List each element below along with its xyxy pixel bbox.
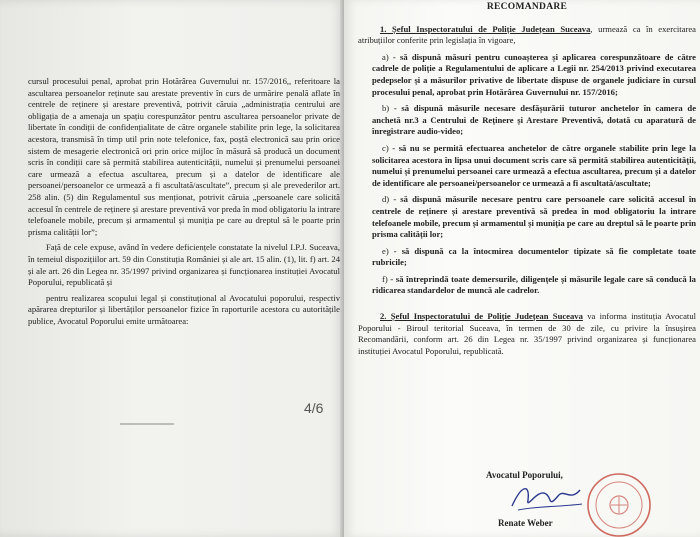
subitem-d-text: - să dispună măsurile necesare pentru care persoanele care solicită accesul în centrele de reținere și arestare preventivă să predea în mod obligatoriu la intrare telefoanele mobile, precum și armamentul și muniția pe care au dreptul să le poarte prin prisma calității lor; [372, 194, 697, 240]
item-1-text: , urmează ca în exercitarea atribuțiilor conferite prin legislația în vigoare, [358, 23, 696, 46]
signatory-title: Avocatul Poporului, [486, 470, 563, 480]
recommendation-text [358, 0, 697, 528]
subitem-d-label: d) [382, 194, 390, 205]
subitem-a [358, 52, 696, 98]
right-page [344, 0, 700, 537]
official-stamp [584, 470, 654, 537]
left-paragraph-1: cursul procesului penal, aprobat prin Hotărârea Guvernului nr. 157/2016,, referitoare la ascultarea persoanelor reținute sau arestate preventiv în curs de urmărire penală aflate în centrele de reținere și arestare preventivă, potrivit căruia „administrația centrului are obligația de a amenaja un spațiu corespunzător pentru ascultarea persoanelor private de libertate în condiții de confidențialitate de către organele stabilite prin lege, la solicitarea acestora, transmisă în timp util prin note telefonice, fax, poștă electronică sau prin orice sistem de mesagerie electronică ori prin orice mijloc în măsură să producă un document scris în condiții care să permită stabilirea autenticității, numelui și prenumelui persoanei care urmează a efectua ascultarea, precum și a datelor de identificare ale persoanei/persoanelor ce urmează a fi ascultată/ascultate”, precum și ale prevederilor art. 258 alin. (5) din Regulamentul sus menționat, potrivit căruia „persoanele care solicită accesul în centrele de reținere și arestare preventivă vor preda în mod obligatoriu la intrare telefoanele mobile, precum și armamentul și muniția pe care au dreptul să le poarte prin prisma calității lor”; [28, 76, 340, 237]
left-paragraph-2: Față de cele expuse, având în vedere deficiențele constatate la nivelul I.P.J. Suceava, în temeiul dispozițiilor art. 59 din Constituția României și ale art. 15 alin. (1), lit. f) art. 24 și ale art. 26 din Legea nr. 35/1997 privind organizarea și funcționarea instituției Avocatul Poporului, republicată și [28, 242, 340, 288]
subitem-f [358, 274, 696, 297]
left-page [0, 0, 344, 537]
subitem-a-label: a) [382, 51, 389, 62]
recommendation-title: RECOMANDARE [486, 2, 568, 12]
subitem-d [358, 194, 696, 240]
left-page-text [28, 76, 340, 331]
subitem-c-text: - să nu se permită efectuarea anchetelor de către organele stabilite prin lege la solicitarea acestora în lipsa unui document scris care să permită stabilirea autenticității, numelui și prenumelui persoanei care urmează a efectua ascultarea, precum și a datelor de identificare ale persoanei/persoanelor ce urmează a fi ascultată/ascultate; [372, 142, 696, 188]
subitem-b-text: - să dispună măsurile necesare desfășurării tuturor anchetelor în camera de anchetă nr.3 a Centrului de Reținere și Arestare Preventivă, dotată cu aparatură de înregistrare audio-video; [372, 103, 697, 137]
truncated-heading-remnant [120, 423, 174, 425]
item-1-heading: 1. Șeful Inspectoratului de Poliție Județean Suceava [380, 23, 591, 34]
subitem-f-text: - să întreprindă toate demersurile, diligențele și măsurile legale care să conducă la ridicarea standardelor de muncă ale cadrelor. [372, 273, 696, 296]
item-1 [358, 24, 696, 47]
signatory-name: Renate Weber [498, 518, 553, 528]
subitem-c-label: c) [382, 142, 389, 153]
subitem-e-label: e) [382, 245, 389, 256]
page-number: 4/6 [304, 400, 324, 416]
left-paragraph-3: pentru realizarea scopului legal și constituțional al Avocatului poporului, respectiv apărarea drepturilor și libertăților persoanelor fizice în raporturile acestora cu autoritățile publice, Avocatul Poporului emite următoarea: [28, 292, 340, 326]
subitem-f-label: f) [382, 273, 388, 284]
item-2 [358, 311, 696, 357]
subitem-a-text: - să dispună măsuri pentru cunoașterea și aplicarea corespunzătoare de către cadrele de poliție a Regulamentului de aplicare a Legii nr. 254/2013 privind executarea pedepselor și a măsurilor privative de libertate dispuse de organele judiciare în cursul procesului penal, aprobat prin Hotărârea Guvernului nr. 157/2016; [372, 51, 696, 97]
subitem-e-text: - să dispună ca la întocmirea documentelor tipizate să fie completate toate rubricile; [372, 245, 696, 268]
item-2-heading: 2. Șeful Inspectoratului de Poliție Județean Suceava [380, 311, 583, 322]
subitem-b-label: b) [382, 103, 390, 114]
subitem-e [358, 246, 696, 269]
subitem-c [358, 143, 696, 189]
handwritten-signature [508, 476, 588, 516]
item-2-text: va informa instituția Avocatul Poporului - Biroul teritorial Suceava, în termen de 30 de zile, cu privire la însușirea Recomandării, conform art. 26 din Legea nr. 35/1997 privind organizarea și funcționarea instituției Avocatul Poporului, republicată. [358, 311, 697, 356]
subitem-b [358, 103, 696, 138]
